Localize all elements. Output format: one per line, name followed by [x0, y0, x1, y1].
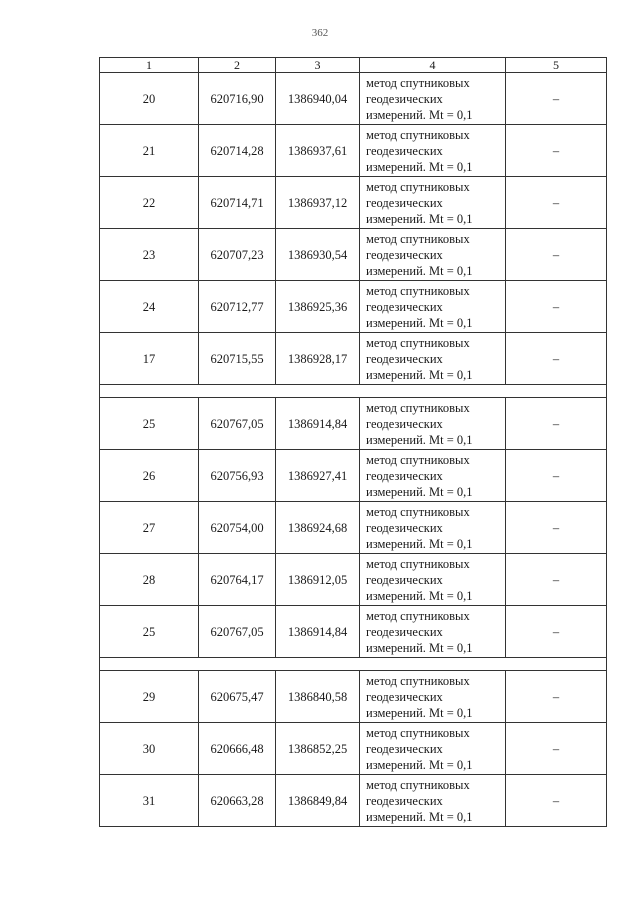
method-line: геодезических — [366, 143, 443, 158]
y-coordinate-cell: 1386840,58 — [276, 671, 360, 723]
table-body — [100, 58, 607, 827]
column5-cell: – — [506, 333, 607, 385]
point-number-cell: 22 — [100, 177, 199, 229]
table-row — [100, 73, 607, 125]
method-line: метод спутниковых — [366, 504, 470, 519]
y-coordinate-cell: 1386914,84 — [276, 606, 360, 658]
method-cell — [360, 775, 506, 827]
method-line: геодезических — [366, 91, 443, 106]
method-line: измерений. Mt = 0,1 — [366, 484, 473, 499]
separator-cell — [100, 658, 607, 671]
y-coordinate-cell: 1386852,25 — [276, 723, 360, 775]
column-header: 3 — [276, 58, 360, 73]
x-coordinate-cell: 620756,93 — [199, 450, 276, 502]
method-cell — [360, 502, 506, 554]
method-line: метод спутниковых — [366, 452, 470, 467]
x-coordinate-cell: 620767,05 — [199, 398, 276, 450]
method-line: геодезических — [366, 247, 443, 262]
point-number-cell: 26 — [100, 450, 199, 502]
method-line: метод спутниковых — [366, 335, 470, 350]
point-number-cell: 27 — [100, 502, 199, 554]
method-line: измерений. Mt = 0,1 — [366, 588, 473, 603]
method-cell — [360, 671, 506, 723]
method-cell — [360, 229, 506, 281]
table-row — [100, 125, 607, 177]
method-line: метод спутниковых — [366, 75, 470, 90]
method-line: геодезических — [366, 572, 443, 587]
method-line: метод спутниковых — [366, 283, 470, 298]
separator-cell — [100, 385, 607, 398]
method-line: геодезических — [366, 689, 443, 704]
method-line: измерений. Mt = 0,1 — [366, 159, 473, 174]
x-coordinate-cell: 620707,23 — [199, 229, 276, 281]
method-line: метод спутниковых — [366, 127, 470, 142]
point-number-cell: 31 — [100, 775, 199, 827]
method-cell — [360, 73, 506, 125]
method-line: геодезических — [366, 624, 443, 639]
y-coordinate-cell: 1386937,61 — [276, 125, 360, 177]
method-line: геодезических — [366, 351, 443, 366]
column5-cell: – — [506, 177, 607, 229]
x-coordinate-cell: 620754,00 — [199, 502, 276, 554]
method-line: измерений. Mt = 0,1 — [366, 211, 473, 226]
method-line: измерений. Mt = 0,1 — [366, 536, 473, 551]
column5-cell: – — [506, 606, 607, 658]
point-number-cell: 24 — [100, 281, 199, 333]
point-number-cell: 30 — [100, 723, 199, 775]
page-number: 362 — [311, 27, 329, 39]
coordinates-table — [99, 57, 607, 827]
point-number-cell: 29 — [100, 671, 199, 723]
table-row — [100, 606, 607, 658]
y-coordinate-cell: 1386940,04 — [276, 73, 360, 125]
y-coordinate-cell: 1386930,54 — [276, 229, 360, 281]
y-coordinate-cell: 1386937,12 — [276, 177, 360, 229]
table-row — [100, 281, 607, 333]
column5-cell: – — [506, 723, 607, 775]
column5-cell: – — [506, 125, 607, 177]
x-coordinate-cell: 620767,05 — [199, 606, 276, 658]
table-header-row — [100, 58, 607, 73]
column5-cell: – — [506, 671, 607, 723]
method-line: метод спутниковых — [366, 556, 470, 571]
method-cell — [360, 450, 506, 502]
table-row — [100, 333, 607, 385]
y-coordinate-cell: 1386912,05 — [276, 554, 360, 606]
column5-cell: – — [506, 775, 607, 827]
method-line: измерений. Mt = 0,1 — [366, 757, 473, 772]
method-cell — [360, 723, 506, 775]
method-line: измерений. Mt = 0,1 — [366, 640, 473, 655]
x-coordinate-cell: 620764,17 — [199, 554, 276, 606]
method-line: метод спутниковых — [366, 231, 470, 246]
table-row — [100, 723, 607, 775]
group-separator-row — [100, 385, 607, 398]
table-row — [100, 554, 607, 606]
method-cell — [360, 125, 506, 177]
column-header: 1 — [100, 58, 199, 73]
column5-cell: – — [506, 502, 607, 554]
x-coordinate-cell: 620716,90 — [199, 73, 276, 125]
method-cell — [360, 398, 506, 450]
method-line: геодезических — [366, 468, 443, 483]
column5-cell: – — [506, 73, 607, 125]
method-line: измерений. Mt = 0,1 — [366, 107, 473, 122]
method-cell — [360, 281, 506, 333]
table-row — [100, 177, 607, 229]
method-line: измерений. Mt = 0,1 — [366, 432, 473, 447]
y-coordinate-cell: 1386925,36 — [276, 281, 360, 333]
x-coordinate-cell: 620675,47 — [199, 671, 276, 723]
x-coordinate-cell: 620712,77 — [199, 281, 276, 333]
point-number-cell: 25 — [100, 606, 199, 658]
method-line: геодезических — [366, 520, 443, 535]
method-line: метод спутниковых — [366, 179, 470, 194]
group-separator-row — [100, 658, 607, 671]
method-cell — [360, 606, 506, 658]
method-line: геодезических — [366, 299, 443, 314]
method-line: метод спутниковых — [366, 608, 470, 623]
point-number-cell: 25 — [100, 398, 199, 450]
method-cell — [360, 333, 506, 385]
column-header: 2 — [199, 58, 276, 73]
method-line: измерений. Mt = 0,1 — [366, 367, 473, 382]
point-number-cell: 17 — [100, 333, 199, 385]
y-coordinate-cell: 1386928,17 — [276, 333, 360, 385]
method-line: измерений. Mt = 0,1 — [366, 263, 473, 278]
x-coordinate-cell: 620714,28 — [199, 125, 276, 177]
column-header: 5 — [506, 58, 607, 73]
method-line: геодезических — [366, 416, 443, 431]
table-row — [100, 229, 607, 281]
method-line: метод спутниковых — [366, 777, 470, 792]
method-line: геодезических — [366, 793, 443, 808]
x-coordinate-cell: 620714,71 — [199, 177, 276, 229]
table-row — [100, 775, 607, 827]
table-row — [100, 398, 607, 450]
x-coordinate-cell: 620663,28 — [199, 775, 276, 827]
column5-cell: – — [506, 450, 607, 502]
y-coordinate-cell: 1386927,41 — [276, 450, 360, 502]
method-line: геодезических — [366, 195, 443, 210]
method-line: метод спутниковых — [366, 673, 470, 688]
point-number-cell: 21 — [100, 125, 199, 177]
x-coordinate-cell: 620715,55 — [199, 333, 276, 385]
column5-cell: – — [506, 554, 607, 606]
method-line: измерений. Mt = 0,1 — [366, 315, 473, 330]
y-coordinate-cell: 1386924,68 — [276, 502, 360, 554]
point-number-cell: 20 — [100, 73, 199, 125]
column5-cell: – — [506, 281, 607, 333]
method-line: геодезических — [366, 741, 443, 756]
y-coordinate-cell: 1386849,84 — [276, 775, 360, 827]
column5-cell: – — [506, 398, 607, 450]
table-row — [100, 450, 607, 502]
method-line: измерений. Mt = 0,1 — [366, 809, 473, 824]
table-row — [100, 671, 607, 723]
method-line: метод спутниковых — [366, 400, 470, 415]
column5-cell: – — [506, 229, 607, 281]
method-line: метод спутниковых — [366, 725, 470, 740]
method-cell — [360, 177, 506, 229]
point-number-cell: 28 — [100, 554, 199, 606]
table-row — [100, 502, 607, 554]
point-number-cell: 23 — [100, 229, 199, 281]
x-coordinate-cell: 620666,48 — [199, 723, 276, 775]
y-coordinate-cell: 1386914,84 — [276, 398, 360, 450]
method-line: измерений. Mt = 0,1 — [366, 705, 473, 720]
method-cell — [360, 554, 506, 606]
column-header: 4 — [360, 58, 506, 73]
